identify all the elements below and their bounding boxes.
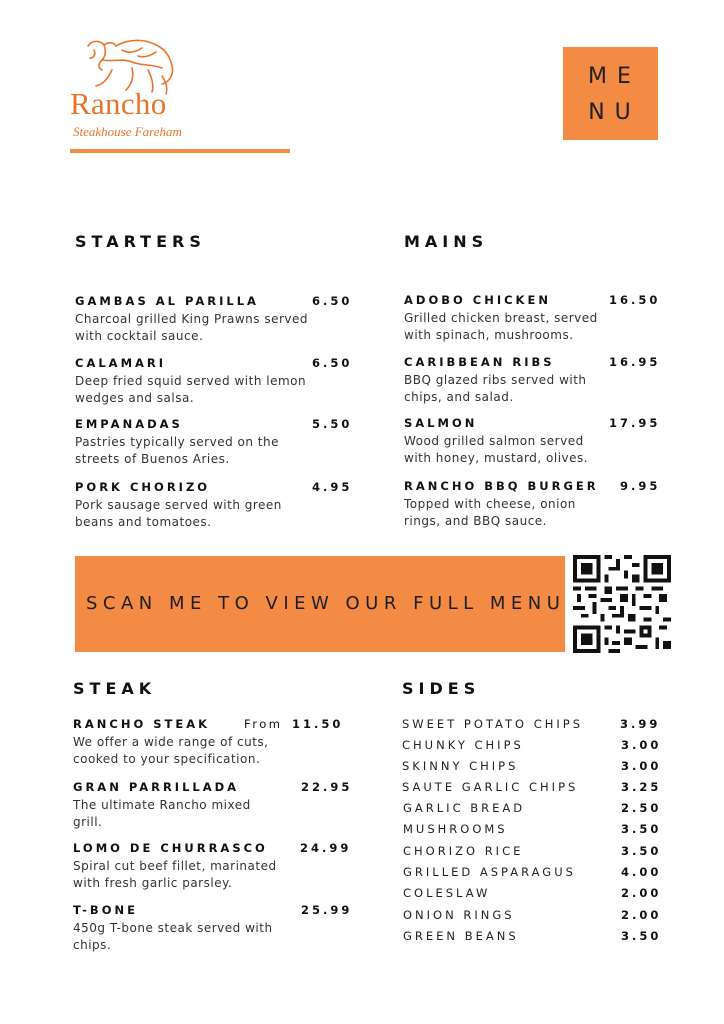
side-price: 3.25 — [621, 780, 662, 794]
qr-code-icon[interactable] — [573, 555, 671, 653]
side-price: 3.99 — [620, 717, 661, 731]
main-desc: Grilled chicken breast, served with spinach, mushrooms. — [404, 311, 598, 342]
mains-title: MAINS — [404, 232, 489, 251]
brand-underline — [70, 149, 290, 153]
side-price: 3.00 — [621, 759, 662, 773]
side-price: 3.50 — [621, 929, 662, 943]
starter-name: GAMBAS AL PARILLA — [75, 294, 259, 308]
starter-price: 4.95 — [312, 480, 353, 494]
steak-desc: The ultimate Rancho mixed grill. — [73, 798, 251, 829]
side-name: GARLIC BREAD — [403, 801, 526, 815]
main-name: RANCHO BBQ BURGER — [404, 479, 599, 493]
side-name: ONION RINGS — [403, 908, 515, 922]
steak-desc: Spiral cut beef fillet, marinated with fresh garlic parsley. — [73, 859, 277, 890]
starter-name: PORK CHORIZO — [75, 480, 211, 494]
side-name: COLESLAW — [403, 886, 491, 900]
main-desc: Topped with cheese, onion rings, and BBQ sauce. — [404, 497, 576, 528]
starter-name: CALAMARI — [75, 356, 167, 370]
main-price: 16.50 — [609, 293, 661, 307]
main-price: 9.95 — [620, 479, 661, 493]
steak-price-prefix: From — [244, 717, 283, 731]
steak-title: STEAK — [73, 679, 157, 698]
steak-price: 22.95 — [301, 780, 353, 794]
side-name: SAUTE GARLIC CHIPS — [402, 780, 579, 794]
starter-price: 5.50 — [312, 417, 353, 431]
starter-desc: Pastries typically served on the streets of Buenos Aries. — [75, 435, 279, 466]
menu-title-box — [563, 47, 658, 140]
steak-price: 25.99 — [301, 903, 353, 917]
side-name: SWEET POTATO CHIPS — [402, 717, 584, 731]
side-name: CHUNKY CHIPS — [402, 738, 524, 752]
brand-subtitle: Steakhouse Fareham — [73, 124, 182, 139]
steak-name: RANCHO STEAK — [73, 717, 211, 731]
side-name: MUSHROOMS — [403, 822, 508, 836]
steak-name: LOMO DE CHURRASCO — [73, 841, 268, 855]
starter-price: 6.50 — [312, 294, 353, 308]
side-price: 2.00 — [621, 908, 662, 922]
brand-name: Rancho — [70, 86, 167, 121]
starter-name: EMPANADAS — [75, 417, 183, 431]
main-name: CARIBBEAN RIBS — [404, 355, 555, 369]
menu-title-line-2: NU — [588, 100, 641, 125]
steak-desc: 450g T-bone steak served with chips. — [73, 921, 273, 952]
steak-price: 11.50 — [292, 717, 344, 731]
menu-title-line-1: ME — [588, 64, 641, 89]
steak-desc: We offer a wide range of cuts, cooked to your specification. — [73, 735, 269, 766]
main-price: 16.95 — [609, 355, 661, 369]
starters-title: STARTERS — [75, 232, 206, 251]
sides-title: SIDES — [402, 679, 481, 698]
side-name: GRILLED ASPARAGUS — [403, 865, 576, 879]
side-price: 3.00 — [621, 738, 662, 752]
scan-banner-text: SCAN ME TO VIEW OUR FULL MENU — [86, 593, 566, 614]
starter-desc: Deep fried squid served with lemon wedges and salsa. — [75, 374, 307, 405]
steak-price: 24.99 — [300, 841, 352, 855]
side-price: 3.50 — [621, 822, 662, 836]
steak-name: GRAN PARRILLADA — [73, 780, 240, 794]
main-name: ADOBO CHICKEN — [404, 293, 551, 307]
starter-desc: Pork sausage served with green beans and tomatoes. — [75, 498, 282, 529]
main-name: SALMON — [404, 416, 478, 430]
side-price: 4.00 — [621, 865, 662, 879]
starter-desc: Charcoal grilled King Prawns served with cocktail sauce. — [75, 312, 309, 343]
side-name: GREEN BEANS — [403, 929, 519, 943]
main-desc: BBQ glazed ribs served with chips, and salad. — [404, 373, 587, 404]
side-price: 3.50 — [621, 844, 662, 858]
side-name: CHORIZO RICE — [403, 844, 524, 858]
main-desc: Wood grilled salmon served with honey, mustard, olives. — [404, 434, 589, 465]
main-price: 17.95 — [609, 416, 661, 430]
side-name: SKINNY CHIPS — [402, 759, 519, 773]
steak-name: T-BONE — [73, 903, 138, 917]
side-price: 2.00 — [621, 886, 662, 900]
starter-price: 6.50 — [312, 356, 353, 370]
side-price: 2.50 — [621, 801, 662, 815]
